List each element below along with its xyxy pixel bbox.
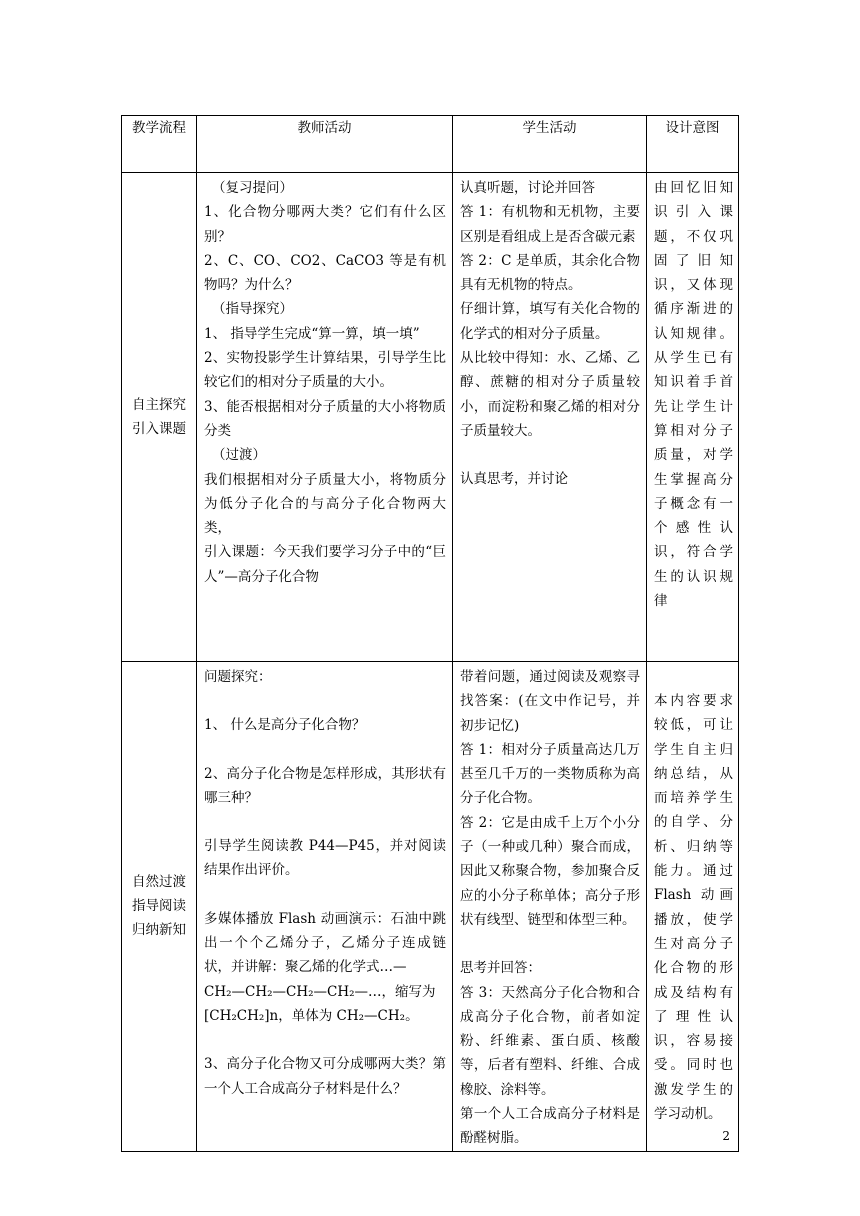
stage-label: 自主探究 [132, 397, 186, 413]
design-intent-cell [647, 662, 739, 1152]
teacher-text: 1、 什么是高分子化合物？ [204, 717, 366, 734]
student-text: 从比较中得知：水、乙烯、乙醇、蔗糖的相对分子质量较小，而淀粉和聚乙烯的相对分子质量较大。 [460, 350, 640, 439]
header-student-activity: 学生活动 [453, 116, 647, 173]
teacher-text: 3、高分子化合物又可分成哪两大类？第一个人工合成高分子材料是什么？ [204, 1056, 446, 1097]
formula-line: CH₂—CH₂—CH₂—CH₂—…，缩写为 [204, 983, 436, 1000]
student-activity-cell [453, 173, 647, 662]
table-row [122, 662, 739, 1152]
student-text: 答 3：天然高分子化合物和合成高分子化合物，前者如淀粉、纤维素、蛋白质、核酸等，后者有塑料、纤维、合成橡胶、涂料等。 [460, 984, 640, 1098]
lesson-plan-table [121, 115, 739, 1152]
student-text: 思考并回答： [460, 960, 541, 977]
student-text: 答 1：有机物和无机物，主要区别是看组成上是否含碳元素 [460, 204, 640, 245]
blank-line [204, 689, 446, 713]
teacher-text: 引入课题：今天我们要学习分子中的“巨人”—高分子化合物 [204, 544, 446, 585]
student-text: 答 2：它是由成千上万个小分子（一种或几种）聚合而成，因此又称聚合物，参加聚合反应的小分子称单体；高分子形状有线型、链型和体型三种。 [460, 814, 640, 928]
table-row [122, 173, 739, 662]
student-text: 答 1：相对分子质量高达几万甚至几千万的一类物质称为高分子化合物。 [460, 741, 640, 807]
student-activity-cell [453, 662, 647, 1152]
teacher-activity-cell [197, 662, 453, 1152]
teacher-activity-cell [197, 173, 453, 662]
teacher-text: 1、 指导学生完成“算一算，填一填” [204, 325, 420, 342]
header-teacher-activity: 教师活动 [197, 116, 453, 173]
blank-line [460, 932, 640, 956]
teacher-text: 多媒体播放 Flash 动画演示：石油中跳出一个个乙烯分子，乙烯分子连成链状，并讲解：聚乙烯的化学式…— [204, 910, 446, 976]
teacher-text: 引导学生阅读教 P44—P45，并对阅读结果作出评价。 [204, 838, 446, 879]
student-text: 认真思考，并讨论 [460, 471, 568, 488]
student-text: 带着问题，通过阅读及观察寻找答案：(在文中作记号，并初步记忆) [460, 669, 640, 734]
teacher-text: （复习提问） [212, 180, 293, 196]
teacher-text: 问题探究： [204, 669, 272, 685]
teacher-text: （指导探究） [212, 301, 293, 318]
teacher-text: 3、能否根据相对分子质量的大小将物质分类 [204, 398, 446, 439]
stage-label: 指导阅读 [132, 898, 186, 915]
teacher-text: 我们根据相对分子质量大小，将物质分为低分子化合的与高分子化合物两大类， [204, 471, 446, 537]
stage-label: 自然过渡 [132, 874, 186, 891]
stage-cell [122, 662, 197, 1152]
blank-line [204, 810, 446, 834]
blank-line [204, 883, 446, 907]
stage-label: 归纳新知 [132, 922, 186, 939]
formula-line: [CH₂CH₂]n，单体为 CH₂—CH₂。 [204, 1007, 419, 1024]
teacher-text: 1、化合物分哪两大类？它们有什么区别？ [204, 204, 446, 245]
teacher-text: 2、C、CO、CO2、CaCO3 等是有机物吗？为什么？ [204, 252, 446, 294]
student-text: 答 2：C 是单质，其余化合物具有无机物的特点。 [460, 252, 640, 294]
design-intent-text: 本内容要求较低，可让学生自主归纳总结，从而培养学生的自学、分析、归纳等能力。通过 Flash 动画播放，使学生对高分子化合物的形成及结构有了理性认识，容易接受。同时也激发学生的学习动机。 [654, 693, 733, 1123]
blank-line [204, 1028, 446, 1052]
stage-cell [122, 173, 197, 662]
header-design-intent: 设计意图 [647, 116, 739, 173]
page-number: 2 [722, 1129, 730, 1144]
table-header-row [122, 116, 739, 173]
student-text: 仔细计算，填写有关化合物的化学式的相对分子质量。 [460, 301, 640, 342]
design-intent-cell: 由回忆旧知识引入课题，不仅巩固了旧知识，又体现循序渐进的认知规律。从学生已有知识着手首先让学生计算相对分子质量，对学生掌握高分子概念有一个感性认识，符合学生的认识规律 [647, 173, 739, 662]
blank-line [204, 738, 446, 762]
teacher-text: 2、实物投影学生计算结果，引导学生比较它们的相对分子质量的大小。 [204, 350, 446, 391]
teacher-text: （过渡） [212, 447, 266, 464]
student-text: 第一个人工合成高分子材料是酚醛树脂。 [460, 1106, 640, 1147]
student-text: 认真听题，讨论并回答 [460, 180, 595, 196]
teacher-text: 2、高分子化合物是怎样形成，其形状有哪三种？ [204, 765, 446, 806]
stage-label: 引入课题 [132, 421, 186, 437]
blank-line [460, 443, 640, 467]
header-stage: 教学流程 [122, 116, 197, 173]
